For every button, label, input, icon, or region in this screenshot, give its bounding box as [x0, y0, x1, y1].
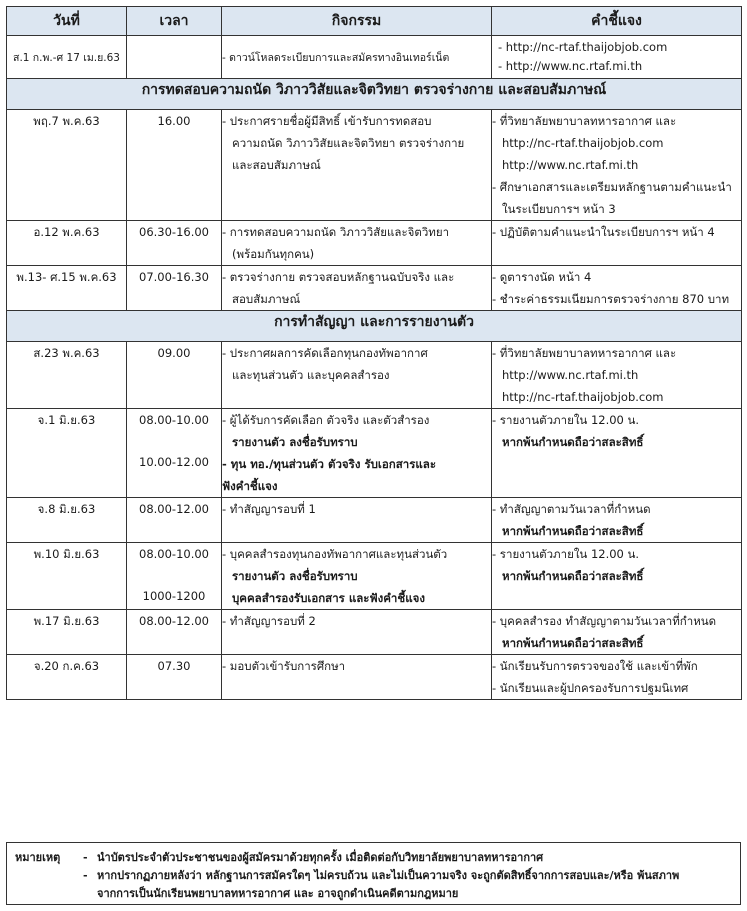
row-note: หากพ้นกำหนดถือว่าสละสิทธิ์ — [502, 569, 644, 583]
row-time: 08.00-12.00 — [139, 614, 209, 628]
row-note: http://nc-rtaf.thaijobjob.com — [502, 390, 664, 404]
row-note: หากพ้นกำหนดถือว่าสละสิทธิ์ — [502, 435, 644, 449]
footer-line: นำบัตรประจำตัวประชาชนของผู้สมัครมาด้วยทุกครั้ง เมื่อติดต่อกับวิทยาลัยพยาบาลทหารอากาศ — [97, 851, 544, 864]
row-note: - ที่วิทยาลัยพยาบาลทหารอากาศ และ — [492, 346, 677, 360]
row-activity: - ดาวน์โหลดระเบียบการและสมัครทางอินเทอร์เน็ต — [222, 51, 450, 64]
table-row — [7, 221, 742, 266]
table-row — [7, 409, 742, 498]
row-activity: - ตรวจร่างกาย ตรวจสอบหลักฐานฉบับจริง และ — [222, 270, 455, 284]
header-notes: คำชี้แจง — [492, 7, 742, 36]
section-title: การทำสัญญา และการรายงานตัว — [7, 311, 742, 342]
section-title: การทดสอบความถนัด วิภาววิสัยและจิตวิทยา ตรวจร่างกาย และสอบสัมภาษณ์ — [7, 79, 742, 110]
row-note: - http://www.nc.rtaf.mi.th — [498, 59, 643, 73]
row-time: 08.00-12.00 — [139, 502, 209, 516]
table-row — [7, 498, 742, 543]
row-note: - ชำระค่าธรรมเนียมการตรวจร่างกาย 870 บาท — [492, 292, 730, 306]
table-row — [7, 543, 742, 610]
row-note: - ที่วิทยาลัยพยาบาลทหารอากาศ และ — [492, 114, 677, 128]
header-time: เวลา — [127, 7, 222, 36]
row-note: - ทำสัญญาตามวันเวลาที่กำหนด — [492, 502, 651, 516]
row-activity: รายงานตัว ลงชื่อรับทราบ — [232, 569, 358, 583]
row-date: จ.1 มิ.ย.63 — [37, 413, 96, 427]
row-time: 07.30 — [157, 659, 191, 673]
row-time: 09.00 — [157, 346, 191, 360]
row-activity: - ทำสัญญารอบที่ 2 — [222, 614, 316, 628]
footer-note — [6, 842, 741, 905]
row-activity: และสอบสัมภาษณ์ — [232, 158, 321, 172]
row-date: จ.20 ก.ค.63 — [33, 659, 100, 673]
row-note: - รายงานตัวภายใน 12.00 น. — [492, 547, 640, 561]
table-row — [7, 655, 742, 700]
row-activity: - ทำสัญญารอบที่ 1 — [222, 502, 316, 516]
row-time: 06.30-16.00 — [139, 225, 209, 239]
row-time: 08.00-10.00 — [139, 413, 209, 427]
row-note: - ปฏิบัติตามคำแนะนำในระเบียบการฯ หน้า 4 — [492, 225, 715, 239]
row-note: - บุคคลสำรอง ทำสัญญาตามวันเวลาที่กำหนด — [492, 614, 717, 628]
row-activity: - การทดสอบความถนัด วิภาววิสัยและจิตวิทยา — [222, 225, 450, 239]
row-date: ส.1 ก.พ.-ศ 17 เม.ย.63 — [13, 51, 120, 64]
row-date: พ.13- ศ.15 พ.ค.63 — [16, 270, 117, 284]
footer-dash: - — [83, 869, 88, 882]
row-note: http://www.nc.rtaf.mi.th — [502, 158, 639, 172]
row-date: อ.12 พ.ค.63 — [33, 225, 100, 239]
row-note: ในระเบียบการฯ หน้า 3 — [502, 202, 616, 216]
row-activity: - มอบตัวเข้ารับการศึกษา — [222, 659, 346, 673]
row-date: พ.17 มิ.ย.63 — [33, 614, 100, 628]
row-time: 1000-1200 — [142, 589, 206, 603]
row-date: พฤ.7 พ.ค.63 — [33, 114, 100, 128]
table-row — [7, 36, 742, 79]
row-note: - นักเรียนและผู้ปกครองรับการปฐมนิเทศ — [492, 681, 689, 695]
table-row — [7, 110, 742, 221]
row-date: ส.23 พ.ค.63 — [33, 346, 100, 360]
row-activity: - บุคคลสำรองทุนกองทัพอากาศและทุนส่วนตัว — [222, 547, 448, 561]
row-note: หากพ้นกำหนดถือว่าสละสิทธิ์ — [502, 524, 644, 538]
row-time: 08.00-10.00 — [139, 547, 209, 561]
row-note: - ดูตารางนัด หน้า 4 — [492, 270, 592, 284]
footer-label: หมายเหตุ — [15, 851, 61, 864]
row-note: http://nc-rtaf.thaijobjob.com — [502, 136, 664, 150]
table-row — [7, 610, 742, 655]
row-date: จ.8 มิ.ย.63 — [37, 502, 96, 516]
table-row — [7, 266, 742, 311]
footer-line: จากการเป็นนักเรียนพยาบาลทหารอากาศ และ อาจถูกดำเนินคดีตามกฎหมาย — [97, 887, 459, 900]
row-time: 16.00 — [157, 114, 191, 128]
row-activity: - ผู้ได้รับการคัดเลือก ตัวจริง และตัวสำรอง — [222, 413, 430, 427]
footer-line: หากปรากฏภายหลังว่า หลักฐานการสมัครใดๆ ไม่ครบถ้วน และไม่เป็นความจริง จะถูกตัดสิทธิ์จากการสอบและ/หรือ พ้นสภาพ — [97, 869, 680, 882]
row-date: พ.10 มิ.ย.63 — [33, 547, 100, 561]
row-note: หากพ้นกำหนดถือว่าสละสิทธิ์ — [502, 636, 644, 650]
header-date: วันที่ — [7, 7, 127, 36]
row-activity: - ประกาศผลการคัดเลือกทุนกองทัพอากาศ — [222, 346, 428, 360]
row-activity: - ทุน ทอ./ทุนส่วนตัว ตัวจริง รับเอกสารและ — [222, 457, 437, 471]
row-activity: และทุนส่วนตัว และบุคคลสำรอง — [232, 368, 390, 382]
row-time: 10.00-12.00 — [139, 455, 209, 469]
row-note: - http://nc-rtaf.thaijobjob.com — [498, 40, 668, 54]
table-row — [7, 342, 742, 409]
row-activity: (พร้อมกันทุกคน) — [232, 247, 315, 261]
row-note: - นักเรียนรับการตรวจของใช้ และเข้าที่พัก — [492, 659, 698, 673]
header-activity: กิจกรรม — [222, 7, 492, 36]
header-row — [7, 7, 742, 36]
row-time: 07.00-16.30 — [139, 270, 209, 284]
row-note: - รายงานตัวภายใน 12.00 น. — [492, 413, 640, 427]
schedule-table — [6, 6, 742, 700]
footer-dash: - — [83, 851, 88, 864]
row-activity: ความถนัด วิภาววิสัยและจิตวิทยา ตรวจร่างกาย — [232, 136, 465, 150]
row-activity: สอบสัมภาษณ์ — [232, 292, 301, 306]
row-activity: บุคคลสำรองรับเอกสาร และฟังคำชี้แจง — [232, 591, 425, 605]
row-activity: - ประกาศรายชื่อผู้มีสิทธิ์ เข้ารับการทดสอบ — [222, 114, 432, 128]
row-note: http://www.nc.rtaf.mi.th — [502, 368, 639, 382]
row-activity: ฟังคำชี้แจง — [222, 479, 278, 493]
row-note: - ศึกษาเอกสารและเตรียมหลักฐานตามคำแนะนำ — [492, 180, 732, 194]
row-activity: รายงานตัว ลงชื่อรับทราบ — [232, 435, 358, 449]
